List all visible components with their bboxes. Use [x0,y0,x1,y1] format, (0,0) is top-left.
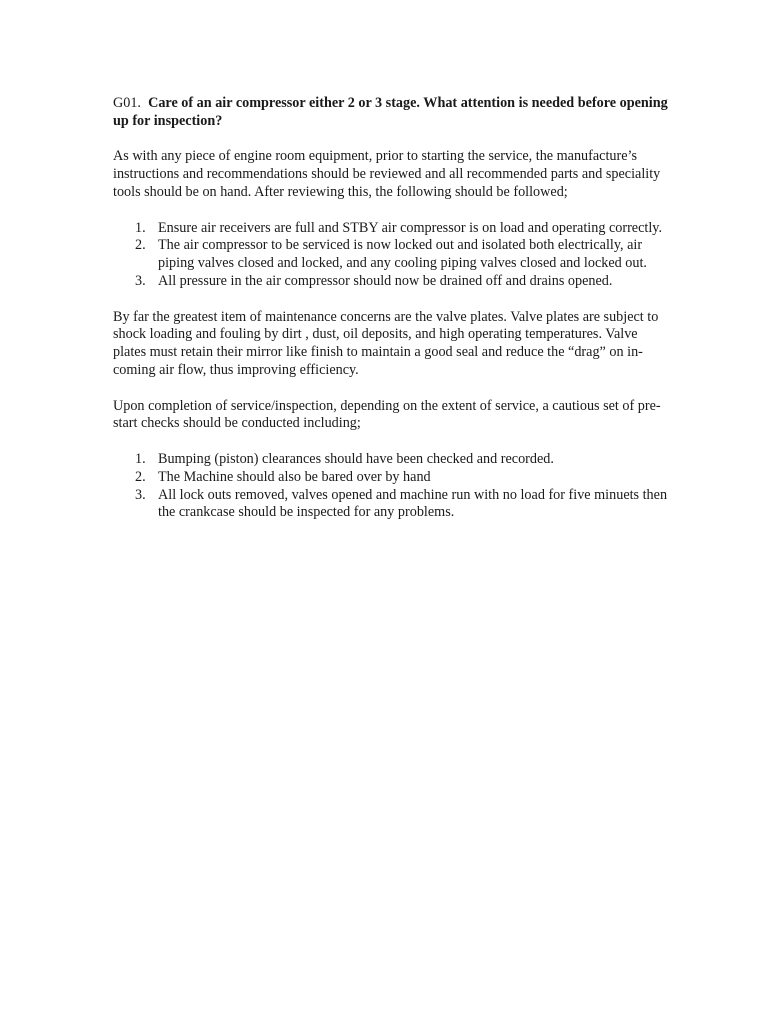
intro-paragraph: As with any piece of engine room equipment, prior to starting the service, the manufacture’s instructions and recommendations should be reviewed and all recommended parts and speciality tools should be on hand. After reviewing this, the following should be followed; [113,148,661,200]
list-item [113,237,673,273]
list-item [113,273,673,291]
list-item-text: All pressure in the air compressor should now be drained off and drains opened. [158,272,613,289]
list-item [113,469,673,487]
list-item-marker: 2. [135,468,146,485]
list-item-marker: 1. [135,450,146,467]
list-item-text: Bumping (piston) clearances should have been checked and recorded. [158,450,554,467]
completion-paragraph: Upon completion of service/inspection, depending on the extent of service, a cautious set of pre-start checks should be conducted including; [113,397,661,432]
list-item-marker: 3. [135,272,146,289]
maintenance-paragraph: By far the greatest item of maintenance concerns are the valve plates. Valve plates are subject to shock loading and fouling by dirt , dust, oil deposits, and high operating temperatures. Valve plates must retain their mirror like finish to maintain a good seal and reduce the “drag” on in-coming air flow, thus improving efficiency. [113,308,659,378]
list-item-text: All lock outs removed, valves opened and machine run with no load for five minuets then the crankcase should be inspected for any problems. [158,486,668,521]
list-item-text: The Machine should also be bared over by hand [158,468,431,485]
preparation-steps-list [113,220,673,291]
document-page [113,95,673,522]
question-number: G01. [113,95,141,111]
list-item-marker: 3. [135,486,146,503]
list-item-text: The air compressor to be serviced is now locked out and isolated both electrically, air piping valves closed and locked, and any cooling piping valves closed and locked out. [158,237,647,272]
list-item [113,451,673,469]
list-item-text: Ensure air receivers are full and STBY air compressor is on load and operating correctly. [158,219,662,236]
list-item-marker: 1. [135,219,146,236]
question-text: Care of an air compressor either 2 or 3 stage. What attention is needed before opening up for inspection? [113,95,668,129]
list-item-marker: 2. [135,237,146,254]
pre-start-checks-list [113,451,673,522]
list-item [113,487,673,523]
question-heading [113,95,673,131]
list-item [113,220,673,238]
